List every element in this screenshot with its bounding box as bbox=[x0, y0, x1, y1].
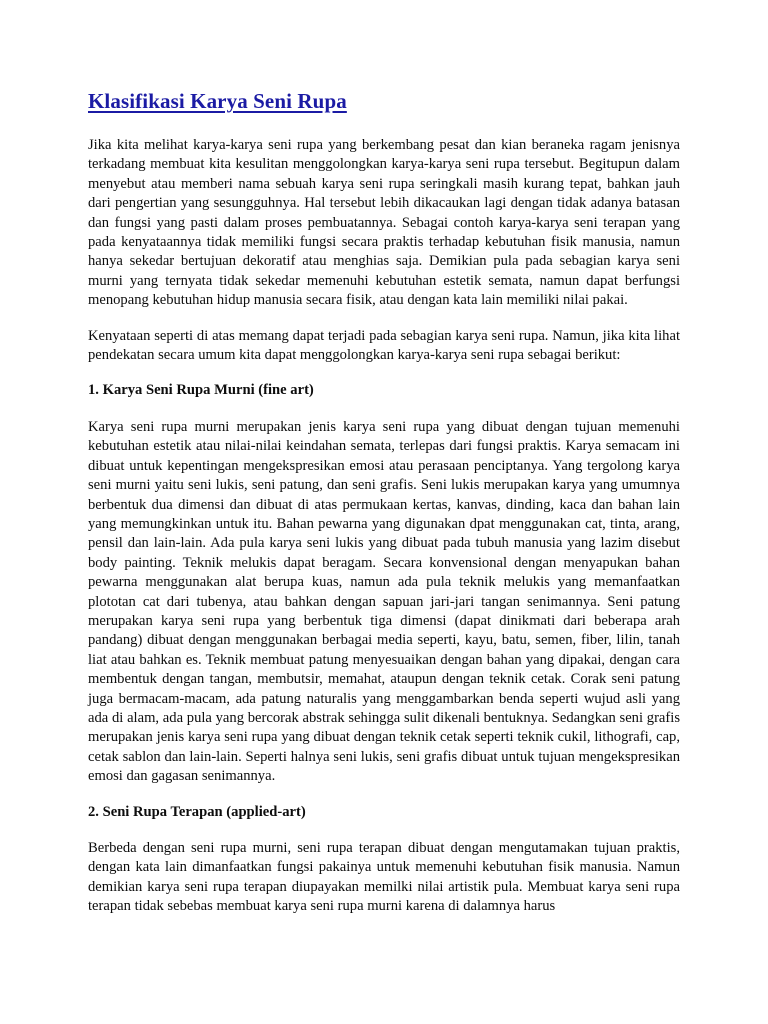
fine-art-paragraph: Karya seni rupa murni merupakan jenis karya seni rupa yang dibuat dengan tujuan memenuhi kebutuhan estetik atau nilai-nilai keindahan semata, terlepas dari fungsi praktis. Karya semacam ini dibuat untuk kepentingan mengekspresikan emosi atau perasaan penciptanya. Yang tergolong karya seni murni yaitu seni lukis, seni patung, dan seni grafis. Seni lukis merupakan karya yang umumnya berbentuk dua dimensi dan dibuat di atas permukaan kertas, kanvas, dinding, kaca dan bahan lain yang memungkinkan untuk itu. Bahan pewarna yang digunakan dpat menggunakan cat, tinta, arang, pensil dan lain-lain. Ada pula karya seni lukis yang dibuat pada tubuh manusia yang lazim disebut body painting. Teknik melukis dapat beragam. Secara konvensional dengan menyapukan bahan pewarna menggunakan alat berupa kuas, namun ada pula teknik melukis yang memanfaatkan plototan cat dari tubenya, atau bahkan dengan sapuan jari-jari tangan senimannya. Seni patung merupakan karya seni rupa yang berbentuk tiga dimensi (dapat dinikmati dari beberapa arah pandang) dibuat dengan menggunakan berbagai media seperti, kayu, batu, semen, fiber, lilin, tanah liat atau bahkan es. Teknik membuat patung menyesuaikan dengan bahan yang dipakai, dengan cara membentuk dengan tangan, membutsir, memahat, ataupun dengan teknik cetak. Corak seni patung juga bermacam-macam, ada patung naturalis yang menggambarkan benda seperti wujud asli yang ada di alam, ada pula yang bercorak abstrak sehingga sulit dikenali bentuknya. Sedangkan seni grafis merupakan jenis karya seni rupa yang dibuat dengan teknik cetak seperti teknik cukil, lithografi, cap, cetak sablon dan lain-lain. Seperti halnya seni lukis, seni grafis dibuat untuk tujuan mengekspresikan emosi dan gagasan senimannya. bbox=[88, 418, 680, 785]
heading-fine-art: 1. Karya Seni Rupa Murni (fine art) bbox=[88, 382, 314, 399]
heading-applied-art: 2. Seni Rupa Terapan (applied-art) bbox=[88, 803, 306, 820]
applied-art-paragraph: Berbeda dengan seni rupa murni, seni rupa terapan dibuat dengan mengutamakan tujuan praktis, dengan kata lain dimanfaatkan fungsi pakainya untuk memenuhi kebutuhan fisik manusia. Namun demikian karya seni rupa terapan diupayakan memilki nilai artistik pula. Membuat karya seni rupa terapan tidak sebebas membuat karya seni rupa murni karena di dalamnya harus bbox=[88, 840, 680, 915]
transition-paragraph: Kenyataan seperti di atas memang dapat terjadi pada sebagian karya seni rupa. Namun, jika kita lihat pendekatan secara umum kita dapat menggolongkan karya-karya seni rupa sebagai berikut: bbox=[88, 327, 680, 364]
intro-paragraph: Jika kita melihat karya-karya seni rupa yang berkembang pesat dan kian beraneka ragam jenisnya terkadang membuat kita kesulitan menggolongkan karya-karya seni rupa tersebut. Begitupun dalam menyebut atau memberi nama sebuah karya seni rupa seringkali masih kurang tepat, bahkan jauh dari pengertian yang sesungguhnya. Hal tersebut lebih dikacaukan lagi dengan tidak adanya batasan dan fungsi yang pasti dalam proses pembuatannya. Sebagai contoh karya-karya seni terapan yang pada kenyataannya tidak memiliki fungsi secara praktis terhadap kebutuhan fisik manusia, namun hanya sekedar bertujuan dekoratif atau menghias saja. Demikian pula pada sebagian karya seni murni yang ternyata tidak sekedar memenuhi kebutuhan estetik semata, namun dapat berfungsi menopang kebutuhan hidup manusia secara fisik, atau dengan kata lain memiliki nilai pakai. bbox=[88, 137, 680, 309]
page-title: Klasifikasi Karya Seni Rupa bbox=[88, 89, 347, 113]
